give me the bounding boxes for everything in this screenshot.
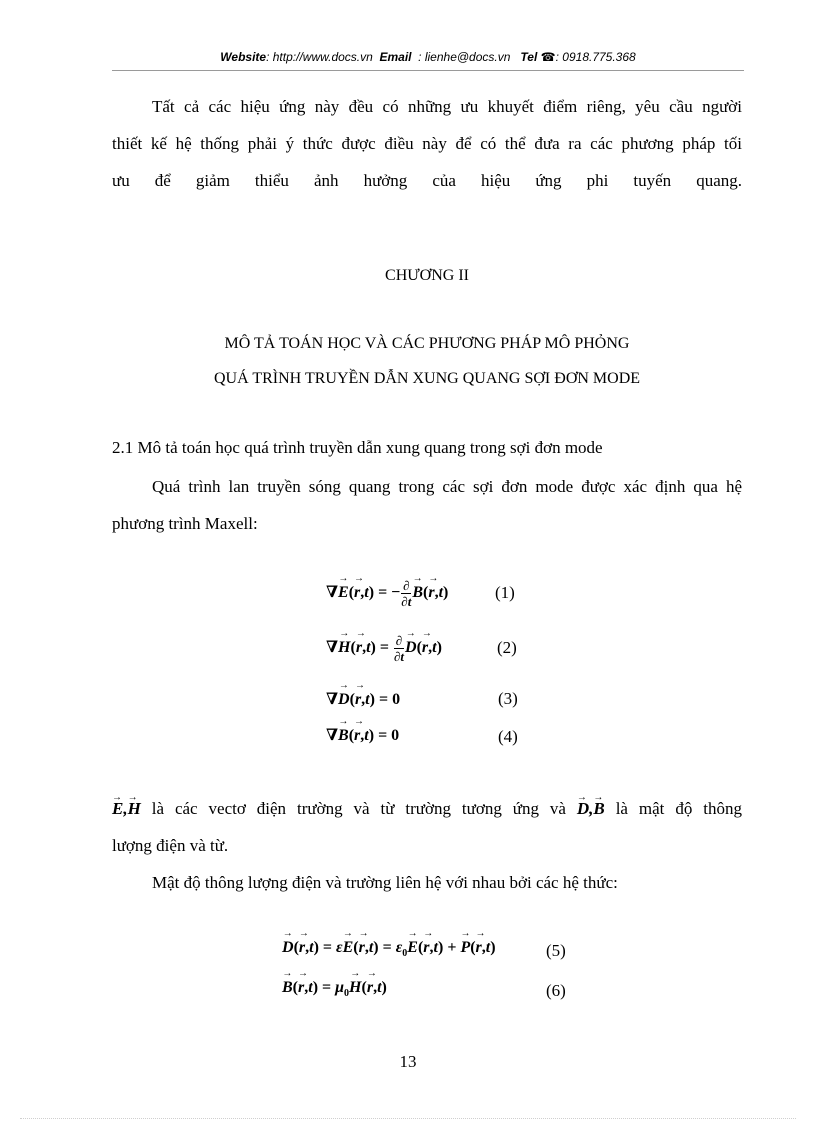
section-line-1: Quá trình lan truyền sóng quang trong các sợi đơn mode được xác định qua hệ [152, 477, 742, 496]
email-value: : lienhe@docs.vn [418, 50, 511, 64]
explain-line-1 [112, 790, 742, 827]
explain-paragraph [112, 790, 742, 901]
symbol-d-b: → D,→ B [577, 799, 605, 818]
equation-2: ∇→ H(→ r,t) = $\frac{\partial}{\partial t}$ → D(→ r,t) [326, 633, 442, 664]
section-paragraph [112, 468, 742, 542]
tel-label: Tel [520, 50, 538, 64]
equation-5-number: (5) [546, 941, 566, 960]
equation-6-number: (6) [546, 981, 566, 1000]
symbol-e-h: → E,→ H [112, 799, 141, 818]
website-label: Website [220, 50, 267, 64]
equation-1: ∇→ E(→ r,t) = − $\frac{\partial}{\partial t}$ → B(→ r,t) [326, 578, 448, 609]
equation-3-number: (3) [498, 689, 518, 708]
intro-paragraph [112, 88, 742, 199]
page-number: 13 [399, 1052, 417, 1071]
header-divider [112, 70, 744, 71]
website-value: : http://www.docs.vn [266, 50, 373, 64]
equation-2-number: (2) [497, 638, 517, 657]
page-header [112, 50, 744, 64]
chapter-title-line-2: QUÁ TRÌNH TRUYỀN DẪN XUNG QUANG SỢI ĐƠN MODE [213, 370, 641, 387]
chapter-title-line-1: MÔ TẢ TOÁN HỌC VÀ CÁC PHƯƠNG PHÁP MÔ PHỎNG [224, 335, 630, 352]
explain-line-2: lượng điện và từ. [112, 836, 229, 855]
equation-1-number: (1) [495, 583, 515, 602]
section-line-2: phương trình Maxell: [112, 514, 258, 533]
equation-3: ∇→ D(→ r,t) = 0 [326, 689, 400, 709]
section-heading: 2.1 Mô tả toán học quá trình truyền dẫn xung quang trong sợi đơn mode [112, 438, 603, 457]
explain-text-b: là mật độ thông [615, 799, 742, 818]
intro-line-2: thiết kế hệ thống phải ý thức được điều này để có thể đưa ra các phương pháp tối [112, 134, 742, 153]
page-bottom-border [20, 1118, 796, 1119]
intro-line-3: ưu để giảm thiểu ảnh hưởng của hiệu ứng phi tuyến quang. [112, 171, 742, 190]
equation-4: ∇→ B(→ r,t) = 0 [326, 725, 399, 745]
explain-text-a: là các vectơ điện trường và từ trường tương ứng và [151, 799, 566, 818]
phone-icon: ☎ [540, 50, 556, 64]
email-label: Email [379, 50, 412, 64]
equation-5: → $D(\to r,t) = \varepsilon\to E(\to r,t) = \varepsilon_0\to E(\to r,t)$ + → P(→ r,t) [282, 939, 496, 959]
equation-6: → $B(\to r,t) = \mu_0\to H(\to r,t)$ [282, 979, 387, 999]
chapter-label: CHƯƠNG II [385, 267, 469, 284]
equation-4-number: (4) [498, 727, 518, 746]
explain-line-3: Mật độ thông lượng điện và trường liên hệ với nhau bởi các hệ thức: [152, 873, 618, 892]
intro-line-1: Tất cả các hiệu ứng này đều có những ưu khuyết điểm riêng, yêu cầu người [152, 97, 742, 116]
tel-value: : 0918.775.368 [555, 50, 636, 64]
